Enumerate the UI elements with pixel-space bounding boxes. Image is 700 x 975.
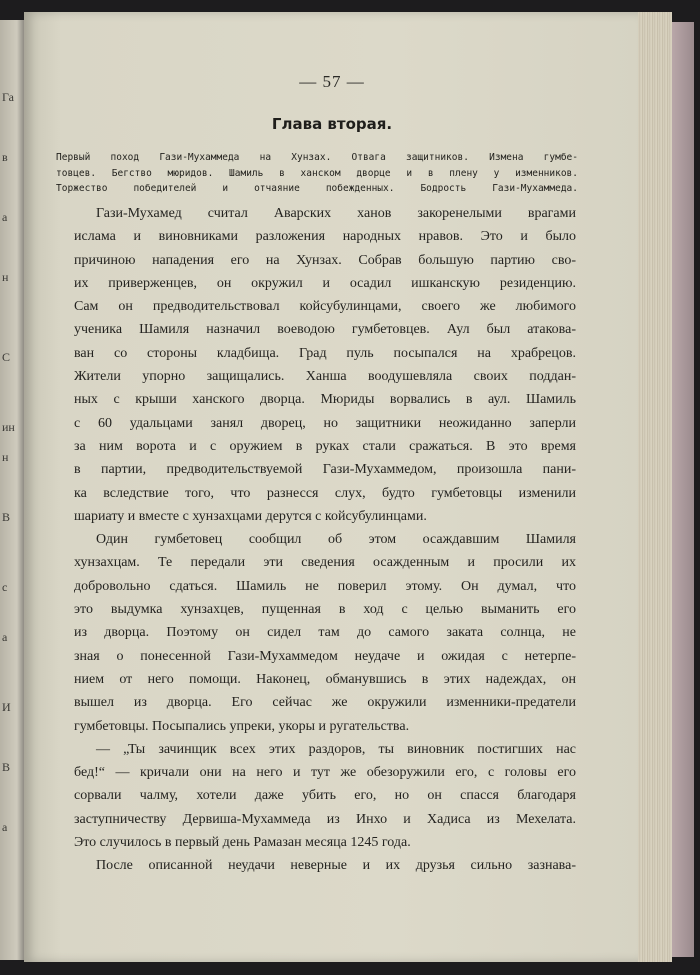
text-line: — „Ты зачинщик всех этих раздоров, ты виновник постигших нас bbox=[96, 741, 576, 757]
text-line: с 60 удальцами занял дворец, но защитники неожиданно заперли bbox=[74, 415, 576, 431]
text-line: шариату и вместе с хунзахцами дерутся с койсубулинцами. bbox=[74, 508, 427, 524]
previous-page-fragment: И bbox=[2, 700, 11, 714]
text-line: ислама и виновниками разложения народных нравов. Это и было bbox=[74, 229, 576, 245]
book-page bbox=[24, 12, 640, 962]
summary-line: Первый поход Гази-Мухаммеда на Хунзах. Отвага защитников. Измена гумбе- bbox=[56, 152, 578, 163]
paragraph bbox=[74, 202, 576, 528]
text-line: заступничеству Дервиша-Мухаммеда из Инхо и Хадиса из Мехелата. bbox=[74, 811, 576, 827]
paragraph bbox=[74, 738, 576, 854]
text-line: вышел из дворца. Его сейчас же окружили изменники-предатели bbox=[74, 695, 576, 711]
previous-page-fragment: н bbox=[2, 450, 9, 464]
text-line: ученика Шамиля назначил воеводою гумбетовцев. Аул был атакова- bbox=[74, 322, 576, 338]
text-line: гумбетовцы. Посыпались упреки, укоры и ругательства. bbox=[74, 718, 410, 734]
text-line: в партии, предводительствуемой Гази-Мухаммедом, произошла пани- bbox=[74, 462, 576, 478]
previous-page-fragment: н bbox=[2, 270, 9, 284]
text-line: Жители упорно защищались. Ханша воодушевляла своих поддан- bbox=[74, 369, 576, 385]
text-line: добровольно сдаться. Шамиль не поверил этому. Он думал, что bbox=[74, 578, 576, 594]
previous-page-fragment: в bbox=[2, 150, 8, 164]
text-line: После описанной неудачи неверные и их друзья сильно зазнава- bbox=[96, 858, 576, 874]
page-stack-edge bbox=[638, 12, 672, 962]
previous-page-fragment: а bbox=[2, 820, 8, 834]
summary-line: Торжество победителей и отчаяние побежденных. Бодрость Гази-Мухаммеда. bbox=[56, 183, 578, 194]
text-line: причиною нападения его на Хунзах. Собрав большую партию сво- bbox=[74, 252, 576, 268]
book-cover-edge bbox=[672, 22, 694, 957]
paragraph bbox=[74, 854, 576, 877]
text-line: их приверженцев, он окружил и осадил ишканскую резиденцию. bbox=[74, 275, 576, 291]
previous-page-fragment: В bbox=[2, 760, 11, 774]
text-line: бед!“ — кричали они на него и тут же обезоружили его, с головы его bbox=[74, 765, 576, 781]
page-number: — 57 — bbox=[299, 72, 365, 91]
text-line: зная о понесенной Гази-Мухаммедом неудаче и ожидая с нетерпе- bbox=[74, 648, 576, 664]
text-line: за ним ворота и с оружием в руках стали сражаться. В это время bbox=[74, 438, 576, 454]
text-line: сорвали чалму, хотели даже убить его, но он спасся благодаря bbox=[74, 788, 576, 804]
text-line: хунзахцам. Те передали эти сведения осажденным и просили их bbox=[74, 555, 576, 571]
previous-page-fragment: а bbox=[2, 630, 8, 644]
chapter-body bbox=[74, 202, 576, 878]
text-line: Сам он предводительствовал койсубулинцами, своего же любимого bbox=[74, 299, 576, 315]
chapter-title: Глава вторая. bbox=[271, 115, 393, 133]
text-line: нием от него помощи. Наконец, обманувшись в этих надеждах, он bbox=[74, 671, 576, 687]
chapter-summary bbox=[56, 150, 578, 197]
previous-page-fragment: С bbox=[2, 350, 11, 364]
text-line: Гази-Мухамед считал Аварских ханов закоренелыми врагами bbox=[96, 206, 576, 221]
previous-page-fragment: В bbox=[2, 510, 11, 524]
text-line: из дворца. Поэтому он сидел там до самого заката солнца, не bbox=[74, 625, 576, 641]
summary-line: товцев. Бегство мюридов. Шамиль в ханском дворце и в плену у изменников. bbox=[56, 167, 578, 179]
previous-page-fragment: Га bbox=[2, 90, 14, 104]
previous-page-fragment: ин bbox=[2, 420, 15, 434]
text-line: ван со стороны кладбища. Град пуль посыпался на храбрецов. bbox=[74, 345, 576, 361]
previous-page-edge bbox=[0, 20, 24, 960]
previous-page-fragment: а bbox=[2, 210, 8, 224]
previous-page-fragment: с bbox=[2, 580, 8, 594]
text-line: ка вследствие того, что разнесся слух, будто гумбетовцы изменили bbox=[74, 485, 576, 501]
text-line: ных с крыши ханского дворца. Мюриды ворвались в аул. Шамиль bbox=[74, 392, 576, 408]
paragraph bbox=[74, 528, 576, 738]
text-line: Один гумбетовец сообщил об этом осаждавшим Шамиля bbox=[96, 532, 576, 548]
text-line: это выдумка хунзахцев, пущенная в ход с целью выманить его bbox=[74, 602, 576, 618]
text-line: Это случилось в первый день Рамазан месяца 1245 года. bbox=[74, 835, 411, 851]
